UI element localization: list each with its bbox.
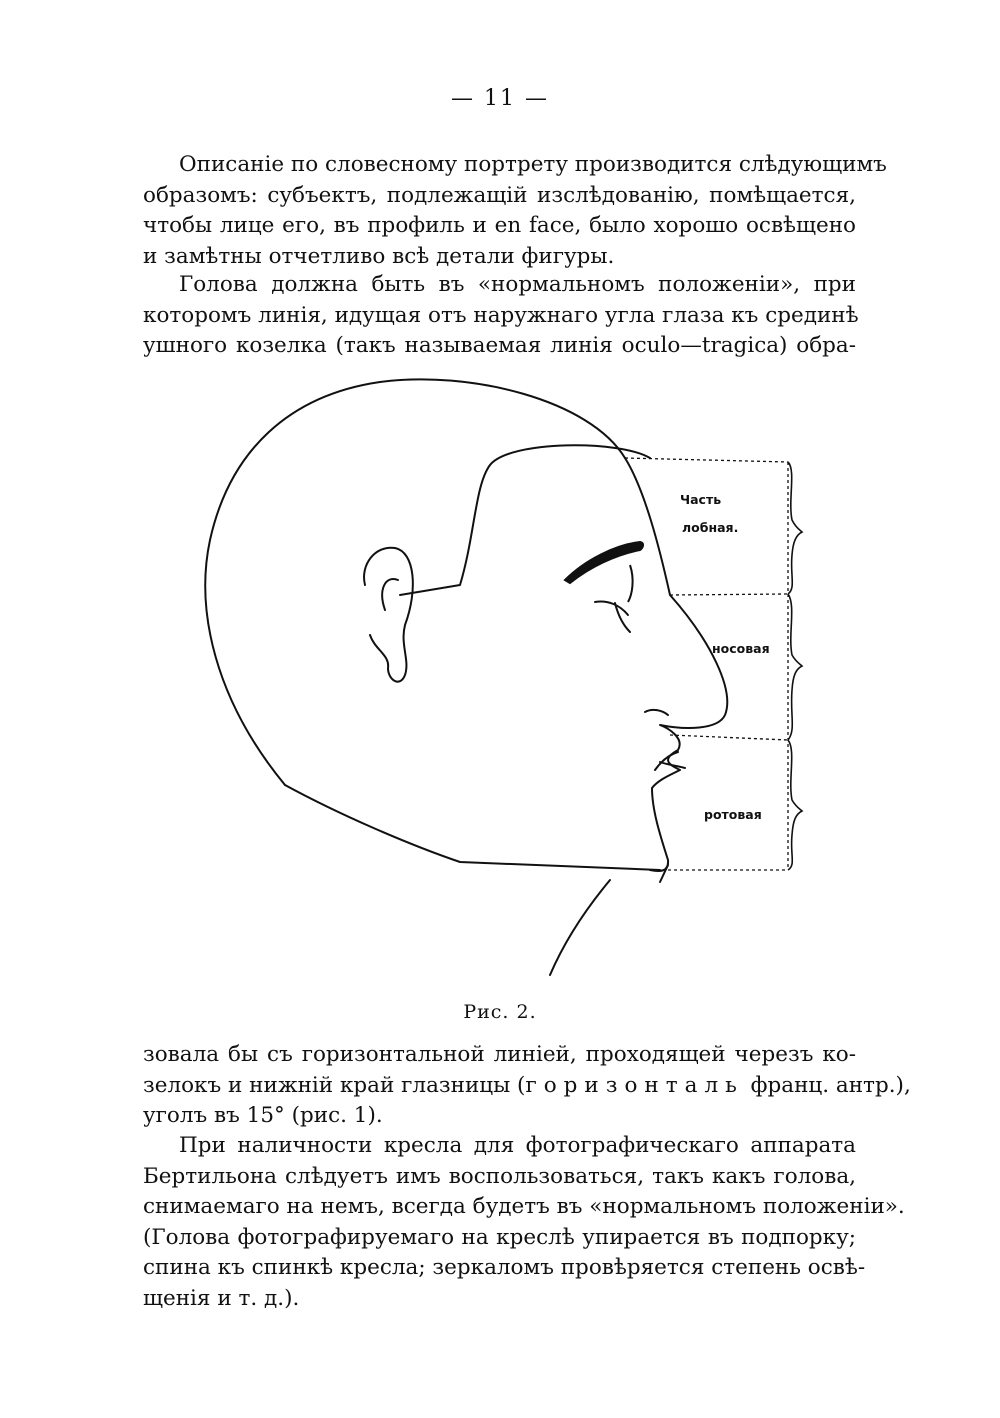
zone-label-oral: ротовая xyxy=(704,807,762,822)
jaw-line xyxy=(660,865,668,882)
text-line xyxy=(143,1071,911,1102)
zone-label-part: Часть xyxy=(680,492,722,507)
text-line: При наличности кресла для фотографическаго аппарата xyxy=(179,1133,856,1158)
text-line: образомъ: субъектъ, подлежащій изслѣдованію, помѣщается, xyxy=(143,182,856,208)
neck-back xyxy=(285,785,660,870)
text-line: щенія и т. д.). xyxy=(143,1285,300,1311)
text-line: и замѣтны отчетливо всѣ детали фигуры. xyxy=(143,243,615,269)
head-profile-drawing xyxy=(190,370,830,990)
text-line: спина къ спинкѣ кресла; зеркаломъ провѣряется степень освѣ- xyxy=(143,1255,866,1280)
page-number: — 11 — xyxy=(451,86,549,111)
text-line: снимаемаго на немъ, всегда будетъ въ «нормальномъ положеніи». xyxy=(143,1194,905,1219)
skull-outline xyxy=(205,379,625,785)
eyebrow xyxy=(565,542,643,583)
eye xyxy=(595,602,630,632)
text-line: чтобы лице его, въ профиль и en face, было хорошо освѣщено xyxy=(143,213,856,238)
paragraph-3 xyxy=(143,1040,911,1132)
ear-inner xyxy=(382,579,398,610)
divider-nose xyxy=(670,735,788,740)
nostril xyxy=(645,710,668,715)
head-profile-figure xyxy=(190,370,830,990)
text-line: Бертильона слѣдуетъ имъ воспользоваться, такъ какъ голова, xyxy=(143,1163,856,1189)
brace-nasal xyxy=(788,594,802,740)
mouth xyxy=(655,752,685,770)
brace-frontal xyxy=(788,462,802,594)
brow-shadow xyxy=(628,565,633,602)
spaced-term: горизонталь xyxy=(525,1072,744,1098)
paragraph-2 xyxy=(143,270,859,362)
text-segment: франц. антр.), xyxy=(743,1072,911,1098)
zone-label-nasal: носовая xyxy=(712,641,770,656)
text-line: (Голова фотографируемаго на креслѣ упирается въ подпорку; xyxy=(143,1224,856,1250)
text-line: ушного козелка (такъ называемая линія oculo—tragica) обра- xyxy=(143,333,856,358)
face-profile xyxy=(400,445,727,871)
paragraph-4 xyxy=(143,1131,905,1314)
figure-caption: Рис. 2. xyxy=(463,1001,537,1023)
ear xyxy=(364,548,413,682)
divider-brow xyxy=(670,594,788,595)
neck-lower xyxy=(550,880,610,975)
text-line: Описаніе по словесному портрету производится слѣдующимъ xyxy=(179,152,887,177)
text-line: уголъ въ 15° (рис. 1). xyxy=(143,1103,383,1128)
zone-label-frontal: лобная. xyxy=(682,520,739,535)
text-line: зовала бы съ горизонтальной линіей, проходящей черезъ ко- xyxy=(143,1042,856,1067)
divider-top xyxy=(625,458,788,462)
brace-oral xyxy=(788,740,802,870)
paragraph-1 xyxy=(143,150,887,272)
text-line: которомъ линія, идущая отъ наружнаго угла глаза къ срединѣ xyxy=(143,302,859,328)
text-line: Голова должна быть въ «нормальномъ положеніи», при xyxy=(179,272,856,297)
text-segment: зелокъ и нижній край глазницы ( xyxy=(143,1072,526,1098)
